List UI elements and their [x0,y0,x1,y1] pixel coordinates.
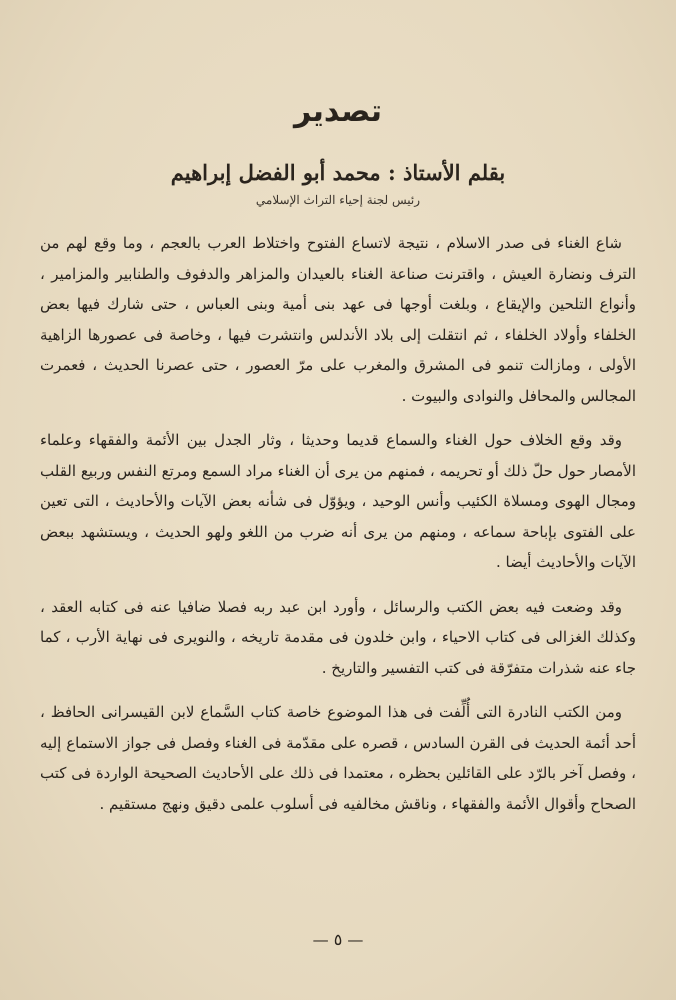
section-title: تصدير [293,94,383,129]
page-number: — ٥ — [312,930,364,949]
paragraph-2: وقد وقع الخلاف حول الغناء والسماع قديما وحديثا ، وثار الجدل بين الأئمة والفقهاء وعلماء الأمصار حول حلّ ذلك أو تحريمه ، فمنهم من يرى أن الغناء مراد السمع ومرتع النفس وربيع القلب ومجال الهوى ومسلاة الكئيب وأنس الوحيد ، ويؤوّل فى شأنه بعض الآيات والأحاديث ، التى تعين على الفتوى بإباحة سماعه ، ومنهم من يرى أنه ضرب من اللغو ولهو الحديث ، ويستشهد ببعض الآيات والأحاديث أيضا . [40,431,636,571]
paragraph-4: ومن الكتب النادرة التى أُلِّفت فى هذا الموضوع خاصة كتاب السَّماع لابن القيسرانى الحافظ ، أحد أئمة الحديث فى القرن السادس ، قصره على مقدّمة فى الغناء وفصل فى جواز الاستماع إليه ، وفصل آخر بالرّد على القائلين بحظره ، معتمدا فى ذلك على الأحاديث الصحيحة الواردة فى كتب الصحاح وأقوال الأئمة والفقهاء ، وناقش مخالفيه فى أسلوب علمى دقيق ونهج مستقيم . [40,703,636,813]
author-line: بقلم الأستاذ : محمد أبو الفضل إبراهيم [170,160,506,185]
paragraph-1: شاع الغناء فى صدر الاسلام ، نتيجة لاتساع الفتوح واختلاط العرب بالعجم ، وما وقع لهم من الترف ونضارة العيش ، واقترنت صناعة الغناء بالعيدان والمزاهر والدفوف والطنابير والمزامير ، وأنواع التلحين والإيقاع ، وبلغت أوجها فى عهد بنى أمية وبنى العباس ، حتى شارك فيها بعض الخلفاء وأولاد الخلفاء ، ثم انتقلت إلى بلاد الأندلس وانتشرت فيها ، وخاصة فى عصورها الزاهية الأولى ، ومازالت تنمو فى المشرق والمغرب على مرّ العصور ، حتى عصرنا الحديث ، فعمرت المجالس والمحافل والنوادى والبيوت . [40,234,636,405]
paragraph-3: وقد وضعت فيه بعض الكتب والرسائل ، وأورد ابن عبد ربه فصلا ضافيا عنه فى كتابه العقد ، وكذلك الغزالى فى كتاب الاحياء ، وابن خلدون فى مقدمة تاريخه ، والنويرى فى نهاية الأرب ، كما جاء عنه شذرات متفرّقة فى كتب التفسير والتاريخ . [40,597,636,677]
author-role: رئيس لجنة إحياء التراث الإسلامي [255,193,421,207]
page-content [40,92,636,833]
